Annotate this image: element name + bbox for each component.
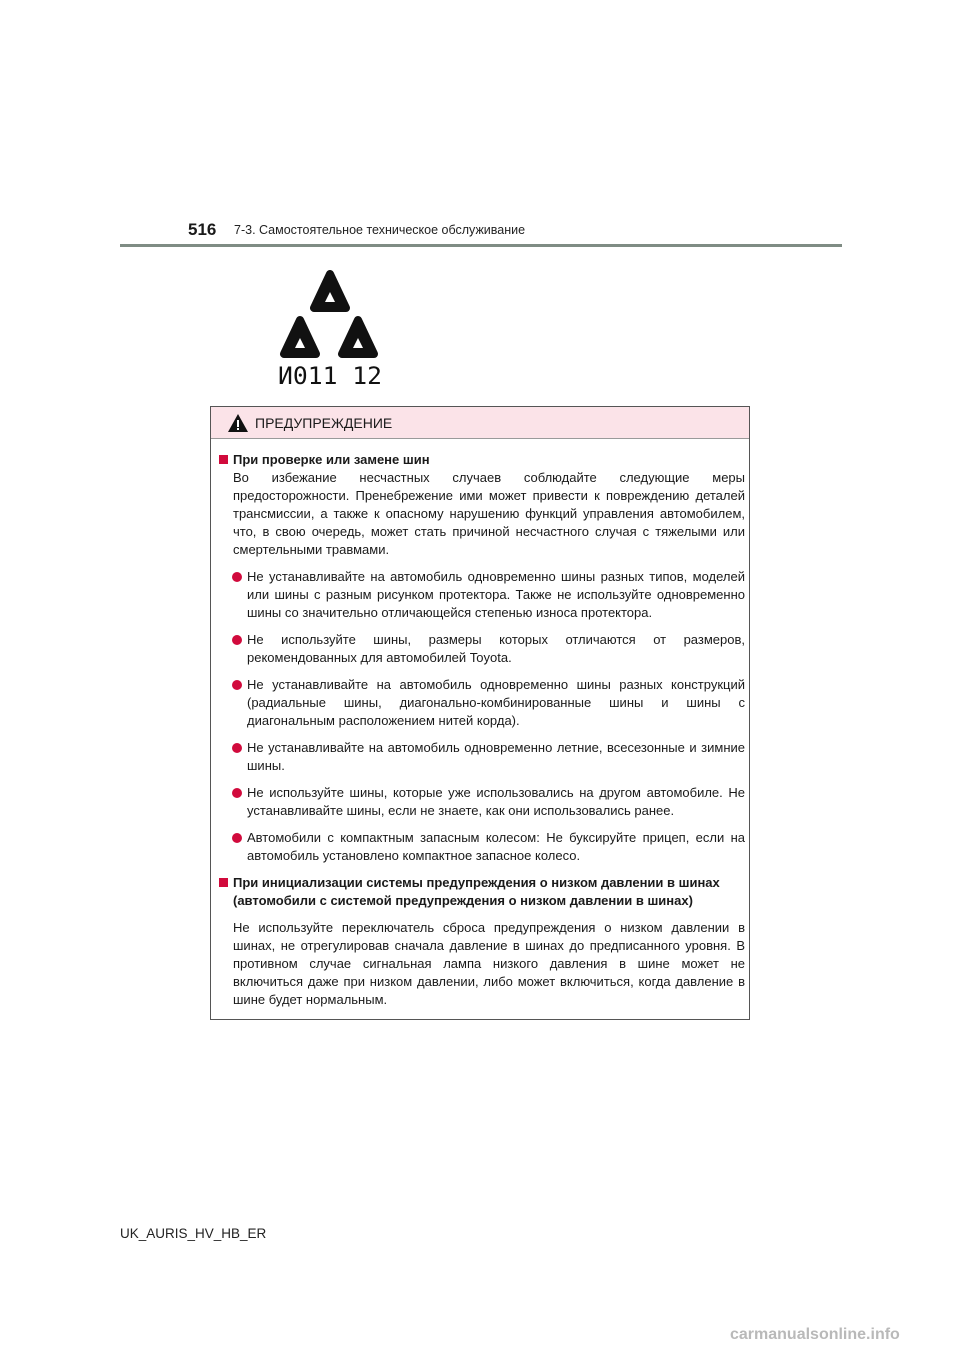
section-heading: При проверке или замене шин (217, 451, 745, 469)
warning-body (217, 451, 745, 1015)
bullet-list (217, 568, 745, 865)
section-heading: При инициализации системы предупреждения о низком давлении в шинах (автомобили с системой предупреждения о низком давлении в шинах) (217, 874, 745, 910)
header-divider (120, 244, 842, 247)
chapter-title: 7-3. Самостоятельное техническое обслуживание (234, 223, 526, 237)
warning-header (211, 407, 749, 439)
watermark: carmanualsonline.info (730, 1326, 900, 1343)
warning-title: ПРЕДУПРЕЖДЕНИЕ (255, 415, 393, 431)
triangle-top (314, 274, 346, 308)
triangle-right (342, 320, 374, 354)
list-item: Не устанавливайте на автомобиль одновременно шины разных конструкций (радиальные шины, диагонально-комбинированные шины и шины с диагональным расположением нитей корда). (217, 676, 745, 730)
tread-wear-indicator-figure (270, 270, 390, 390)
page-number: 516 (188, 220, 217, 239)
section-paragraph: Во избежание несчастных случаев соблюдайте следующие меры предосторожности. Пренебрежение ими может привести к повреждению деталей трансмиссии, а также к опасному нарушению функций управления автомобилем, что, в свою очередь, может стать причиной несчастного случая с тяжелыми или смертельными травмами. (233, 470, 745, 557)
warning-triangle-icon (227, 413, 249, 433)
list-item: Не используйте шины, размеры которых отличаются от размеров, рекомендованных для автомобилей Toyota. (217, 631, 745, 667)
section-paragraph: Не используйте переключатель сброса предупреждения о низком давлении в шинах, не отрегулировав сначала давление в шинах до предписанного уровня. В противном случае сигнальная лампа низкого давления в шине может не включиться даже при низком давлении, либо может включиться, когда давление в шине будет нормальным. (233, 920, 745, 1007)
triangle-left (284, 320, 316, 354)
list-item: Автомобили с компактным запасным колесом: Не буксируйте прицеп, если на автомобиль установлено компактное запасное колесо. (217, 829, 745, 865)
list-item: Не устанавливайте на автомобиль одновременно летние, всесезонные и зимние шины. (217, 739, 745, 775)
list-item: Не используйте шины, которые уже использовались на другом автомобиле. Не устанавливайте шины, если не знаете, как они использовались ранее. (217, 784, 745, 820)
warning-box (210, 406, 750, 1020)
page-header (120, 212, 842, 248)
section-tpws-init (217, 874, 745, 1009)
tread-code: И011 12 (278, 362, 382, 390)
section-tire-check (217, 451, 745, 865)
list-item: Не устанавливайте на автомобиль одновременно шины разных типов, моделей или шины с разным рисунком протектора. Также не используйте одновременно шины со значительно отличающейся степенью износа протектора. (217, 568, 745, 622)
document-code: UK_AURIS_HV_HB_ER (120, 1226, 267, 1241)
